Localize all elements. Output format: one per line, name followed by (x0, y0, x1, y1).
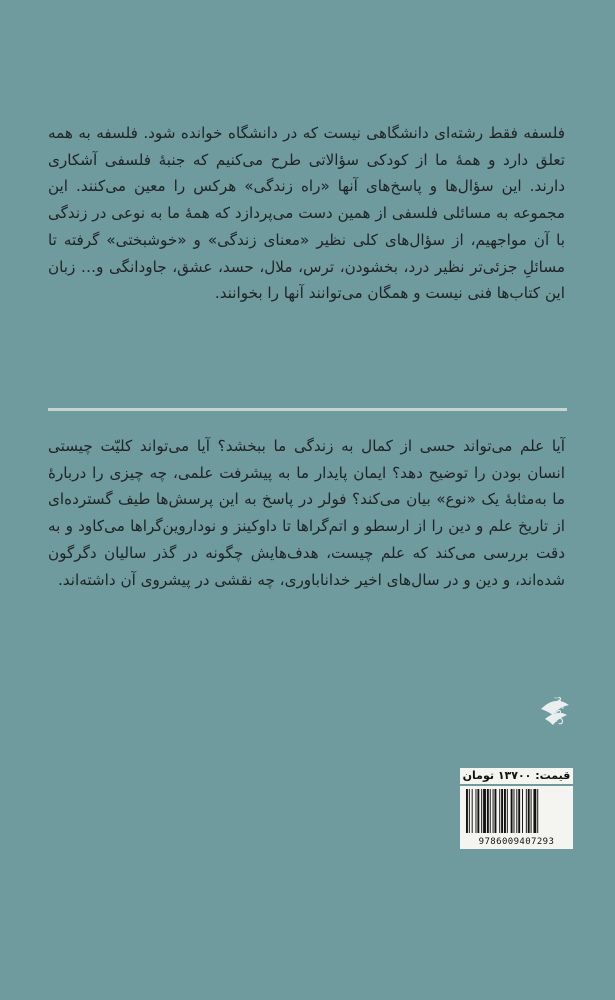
barcode-bars-icon (464, 789, 569, 833)
publisher-logo-text: نشرگان (551, 697, 564, 725)
description-paragraph-2: آیا علم می‌تواند حسی از کمال به زندگی ما ببخشد؟ آیا می‌تواند کلیّت چیستی انسان بودن را توضیح دهد؟ ایمان پایدار ما به پیشرفت علمی، چه چیزی را دربارهٔ ما به‌مثابهٔ یک «نوع» بیان می‌کند؟ فولر در پاسخ به این پرسش‌ها طیف گسترده‌ای از تاریخ علم و دین را از ارسطو و اتم‌گراها تا داوکینز و نوداروین‌گراها می‌کاود و به دقت بررسی می‌کند که علم چیست، هدف‌هایش چگونه در گذر سالیان دگرگون شده‌اند، و دین و در سال‌های اخیر خداناباوری، چه نقشی در پیشروی آن داشته‌اند. (48, 437, 565, 589)
description-paragraph-1: فلسفه فقط رشته‌ای دانشگاهی نیست که در دانشگاه خوانده شود. فلسفه به همه تعلق دارد و همهٔ ما از کودکی سؤالاتی طرح می‌کنیم که جنبهٔ فلسفی آشکاری دارند. این سؤال‌ها و پاسخ‌های آنها «راه زندگی» هرکس را معین می‌کنند. این مجموعه به مسائلی فلسفی از همین دست می‌پردازد که همهٔ ما به نوعی در زندگی با آن مواجهیم، از سؤال‌های کلی نظیر «معنای زندگی» و «خوشبختی» گرفته تا مسائلِ جزئی‌تر نظیر درد، بخشودن، ترس، ملال، حسد، عشق، جاودانگی و… زبان این کتاب‌ها فنی نیست و همگان می‌توانند آنها را بخوانند. (48, 124, 565, 303)
isbn-number: 9786009407293 (478, 837, 555, 847)
isbn-barcode (460, 786, 573, 849)
publisher-logo-icon (535, 697, 575, 757)
section-divider (48, 408, 567, 411)
price-label: قیمت: ۱۳۷۰۰ تومان (460, 768, 573, 784)
